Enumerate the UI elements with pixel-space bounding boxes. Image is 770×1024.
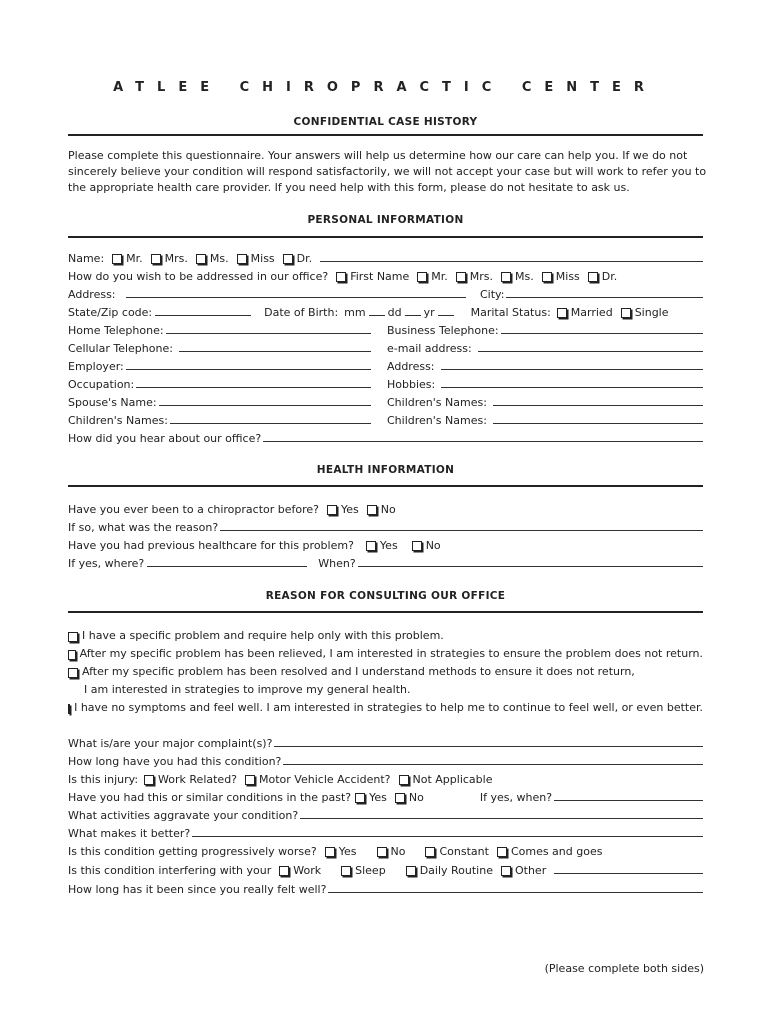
option-label: Dr. bbox=[296, 252, 313, 265]
hobbies-field[interactable] bbox=[441, 375, 703, 388]
aggravate-field[interactable] bbox=[300, 806, 703, 819]
state-zip-field[interactable] bbox=[155, 303, 251, 316]
felt-well-field[interactable] bbox=[328, 880, 703, 893]
email-field[interactable] bbox=[478, 339, 703, 352]
name-label: Name: bbox=[68, 252, 105, 265]
checkbox-single[interactable] bbox=[621, 308, 631, 318]
previous-healthcare-label: Have you had previous healthcare for this problem? bbox=[68, 539, 354, 552]
reason-label: If so, what was the reason? bbox=[68, 521, 219, 534]
employer-field[interactable] bbox=[126, 357, 371, 370]
spouse-name-label: Spouse's Name: bbox=[68, 396, 157, 409]
checkbox-ms[interactable] bbox=[501, 272, 511, 282]
checkbox-yes[interactable] bbox=[325, 847, 335, 857]
option-label: Mr. bbox=[126, 252, 143, 265]
injury-type-label: Is this injury: bbox=[68, 773, 139, 786]
option-label: I am interested in strategies to improve my general health. bbox=[84, 683, 411, 696]
business-telephone-field[interactable] bbox=[501, 321, 703, 334]
reason-field[interactable] bbox=[220, 518, 703, 531]
where-field[interactable] bbox=[147, 554, 307, 567]
option-label: Mrs. bbox=[164, 252, 188, 265]
employer-address-row bbox=[387, 357, 703, 373]
option-label: After my specific problem has been resolved and I understand methods to ensure it does not return, bbox=[82, 665, 635, 678]
option-label: No bbox=[425, 539, 441, 552]
when-field[interactable] bbox=[358, 554, 703, 567]
checkbox-no[interactable] bbox=[367, 505, 377, 515]
checkbox-sleep[interactable] bbox=[341, 866, 351, 876]
occupation-label: Occupation: bbox=[68, 378, 135, 391]
checkbox-miss[interactable] bbox=[237, 254, 247, 264]
option-label: Motor Vehicle Accident? bbox=[259, 773, 391, 786]
option-label: Sleep bbox=[355, 864, 386, 877]
checkbox-prevent-return[interactable] bbox=[68, 650, 76, 660]
if-yes-when-label: If yes, when? bbox=[479, 791, 553, 804]
name-row bbox=[68, 249, 703, 265]
children-names-field[interactable] bbox=[170, 411, 371, 424]
option-label: Dr. bbox=[601, 270, 618, 283]
major-complaint-row bbox=[68, 734, 703, 750]
option-label: Yes bbox=[379, 539, 398, 552]
checkbox-dr[interactable] bbox=[588, 272, 598, 282]
similar-conditions-label: Have you had this or similar conditions in the past? bbox=[68, 791, 352, 804]
city-field[interactable] bbox=[506, 285, 703, 298]
major-complaint-field[interactable] bbox=[274, 734, 703, 747]
option-label: First Name bbox=[350, 270, 410, 283]
checkbox-daily-routine[interactable] bbox=[406, 866, 416, 876]
page-title: ATLEE CHIROPRACTIC CENTER bbox=[113, 80, 657, 95]
checkbox-miss[interactable] bbox=[542, 272, 552, 282]
major-complaint-label: What is/are your major complaint(s)? bbox=[68, 737, 273, 750]
felt-well-label: How long has it been since you really felt well? bbox=[68, 883, 327, 896]
spouse-name-field[interactable] bbox=[159, 393, 371, 406]
progressively-worse-label: Is this condition getting progressively worse? bbox=[68, 845, 317, 858]
checkbox-mrs[interactable] bbox=[456, 272, 466, 282]
dob-label: Date of Birth: bbox=[264, 306, 339, 319]
chiropractor-before-label: Have you ever been to a chiropractor before? bbox=[68, 503, 320, 516]
option-label: Mrs. bbox=[469, 270, 494, 283]
option-label: Yes bbox=[338, 845, 357, 858]
divider bbox=[68, 485, 703, 487]
reason-option bbox=[68, 698, 703, 714]
checkbox-general-health[interactable] bbox=[68, 668, 78, 678]
email-row bbox=[387, 339, 703, 355]
checkbox-comes-and-goes[interactable] bbox=[497, 847, 507, 857]
option-label: Miss bbox=[555, 270, 580, 283]
name-field[interactable] bbox=[320, 249, 703, 262]
referral-label: How did you hear about our office? bbox=[68, 432, 262, 445]
option-label: Married bbox=[570, 306, 613, 319]
dob-yr-field[interactable] bbox=[438, 303, 454, 316]
intro-text: Please complete this questionnaire. Your answers will help us determine how our care can help you. If we do not sincerely believe your condition will respond satisfactorily, we will not accept your case but will work to refer you to the appropriate health care provider. If you need help with this form, please do not hesitate to ask us. bbox=[68, 149, 707, 194]
option-label: Comes and goes bbox=[510, 845, 603, 858]
health-info-heading: HEALTH INFORMATION bbox=[316, 464, 455, 476]
checkbox-married[interactable] bbox=[557, 308, 567, 318]
checkbox-dr[interactable] bbox=[283, 254, 293, 264]
option-label: Daily Routine bbox=[419, 864, 493, 877]
reason-option-continued bbox=[68, 680, 719, 696]
dob-mm-label: mm bbox=[344, 306, 366, 319]
checkbox-yes[interactable] bbox=[327, 505, 337, 515]
if-yes-when-field[interactable] bbox=[554, 788, 703, 801]
checkbox-no[interactable] bbox=[395, 793, 405, 803]
option-label: I have no symptoms and feel well. I am interested in strategies to help me to continue to feel well, or even better. bbox=[74, 701, 703, 714]
better-row bbox=[68, 824, 703, 840]
option-label: No bbox=[380, 503, 396, 516]
interfering-label: Is this condition interfering with your bbox=[68, 864, 272, 877]
cellular-telephone-label: Cellular Telephone: bbox=[68, 342, 173, 355]
checkbox-specific-problem[interactable] bbox=[68, 632, 78, 642]
checkbox-first-name[interactable] bbox=[336, 272, 346, 282]
checkbox-ms[interactable] bbox=[196, 254, 206, 264]
business-telephone-row bbox=[387, 321, 703, 337]
option-label: Ms. bbox=[209, 252, 229, 265]
option-label: Miss bbox=[250, 252, 275, 265]
reason-option bbox=[68, 662, 703, 678]
spouse-row bbox=[68, 393, 371, 409]
where-when-row bbox=[68, 554, 703, 570]
children-names-label: Children's Names: bbox=[387, 396, 487, 409]
city-row bbox=[480, 285, 703, 301]
employer-address-label: Address: bbox=[387, 360, 435, 373]
dob-yr-label: yr bbox=[423, 306, 435, 319]
option-label: I have a specific problem and require help only with this problem. bbox=[82, 629, 444, 642]
checkbox-no[interactable] bbox=[412, 541, 422, 551]
interfering-row bbox=[68, 861, 703, 877]
state-dob-marital-row bbox=[68, 303, 703, 319]
divider bbox=[68, 611, 703, 613]
children-names-row bbox=[387, 411, 703, 427]
employer-address-field[interactable] bbox=[441, 357, 703, 370]
children-names-field[interactable] bbox=[493, 411, 703, 424]
address-field[interactable] bbox=[126, 285, 466, 298]
checkbox-work-related[interactable] bbox=[144, 775, 154, 785]
employer-label: Employer: bbox=[68, 360, 124, 373]
employer-row bbox=[68, 357, 371, 373]
children-names-label: Children's Names: bbox=[387, 414, 487, 427]
divider bbox=[68, 134, 703, 136]
children-names-label: Children's Names: bbox=[68, 414, 168, 427]
dob-dd-label: dd bbox=[387, 306, 402, 319]
option-label: Work bbox=[293, 864, 322, 877]
cellular-telephone-field[interactable] bbox=[179, 339, 371, 352]
personal-info-heading: PERSONAL INFORMATION bbox=[307, 214, 464, 226]
option-label: No bbox=[390, 845, 406, 858]
option-label: Yes bbox=[369, 791, 387, 804]
checkbox-no[interactable] bbox=[377, 847, 387, 857]
form-subtitle: CONFIDENTIAL CASE HISTORY bbox=[293, 116, 478, 128]
checkbox-other[interactable] bbox=[501, 866, 511, 876]
reason-option bbox=[68, 644, 703, 660]
referral-field[interactable] bbox=[263, 429, 703, 442]
option-label: Mr. bbox=[431, 270, 448, 283]
option-label: No bbox=[408, 791, 424, 804]
other-field[interactable] bbox=[554, 861, 703, 874]
divider bbox=[68, 236, 703, 238]
email-label: e-mail address: bbox=[387, 342, 472, 355]
city-label: City: bbox=[480, 288, 505, 301]
better-field[interactable] bbox=[192, 824, 703, 837]
how-long-field[interactable] bbox=[283, 752, 703, 765]
option-label: Work Related? bbox=[158, 773, 238, 786]
checkbox-constant[interactable] bbox=[425, 847, 435, 857]
option-label: Constant bbox=[439, 845, 489, 858]
dob-dd-field[interactable] bbox=[405, 303, 421, 316]
reason-option bbox=[68, 626, 703, 642]
address-preference-row bbox=[68, 267, 703, 283]
similar-conditions-row bbox=[68, 788, 703, 804]
where-label: If yes, where? bbox=[68, 557, 145, 570]
checkbox-yes[interactable] bbox=[355, 793, 365, 803]
checkbox-mr[interactable] bbox=[417, 272, 427, 282]
address-preference-label: How do you wish to be addressed in our office? bbox=[68, 270, 329, 283]
option-label: Not Applicable bbox=[412, 773, 493, 786]
business-telephone-label: Business Telephone: bbox=[387, 324, 499, 337]
reason-consulting-heading: REASON FOR CONSULTING OUR OFFICE bbox=[265, 590, 506, 602]
chiropractor-before-row bbox=[68, 500, 703, 516]
cellular-telephone-row bbox=[68, 339, 371, 355]
progressively-worse-row bbox=[68, 842, 703, 858]
referral-row bbox=[68, 429, 703, 445]
option-label: Single bbox=[634, 306, 669, 319]
address-row bbox=[68, 285, 466, 301]
checkbox-mr[interactable] bbox=[112, 254, 122, 264]
checkbox-mrs[interactable] bbox=[151, 254, 161, 264]
marital-status-label: Marital Status: bbox=[470, 306, 551, 319]
hobbies-label: Hobbies: bbox=[387, 378, 436, 391]
children-names-row bbox=[68, 411, 371, 427]
checkbox-motor-vehicle[interactable] bbox=[245, 775, 255, 785]
home-telephone-field[interactable] bbox=[166, 321, 371, 334]
state-zip-label: State/Zip code: bbox=[68, 306, 153, 319]
checkbox-yes[interactable] bbox=[366, 541, 376, 551]
previous-healthcare-row bbox=[68, 536, 703, 552]
aggravate-row bbox=[68, 806, 703, 822]
address-label: Address: bbox=[68, 288, 116, 301]
checkbox-work[interactable] bbox=[279, 866, 289, 876]
footer-note: (Please complete both sides) bbox=[544, 962, 704, 975]
reason-row bbox=[68, 518, 703, 534]
option-label: Yes bbox=[341, 503, 359, 516]
option-label: Other bbox=[514, 864, 547, 877]
children-names-field[interactable] bbox=[493, 393, 703, 406]
felt-well-row bbox=[68, 880, 703, 896]
checkbox-no-symptoms[interactable] bbox=[68, 704, 70, 714]
how-long-label: How long have you had this condition? bbox=[68, 755, 282, 768]
option-label: After my specific problem has been relieved, I am interested in strategies to ensure the problem does not return. bbox=[79, 647, 703, 660]
children-names-row bbox=[387, 393, 703, 409]
better-label: What makes it better? bbox=[68, 827, 191, 840]
occupation-field[interactable] bbox=[136, 375, 371, 388]
checkbox-not-applicable[interactable] bbox=[399, 775, 409, 785]
home-telephone-label: Home Telephone: bbox=[68, 324, 164, 337]
injury-type-row bbox=[68, 770, 703, 786]
how-long-row bbox=[68, 752, 703, 768]
home-telephone-row bbox=[68, 321, 371, 337]
occupation-row bbox=[68, 375, 371, 391]
hobbies-row bbox=[387, 375, 703, 391]
aggravate-label: What activities aggravate your condition? bbox=[68, 809, 299, 822]
when-label: When? bbox=[318, 557, 356, 570]
option-label: Ms. bbox=[515, 270, 534, 283]
dob-mm-field[interactable] bbox=[369, 303, 385, 316]
